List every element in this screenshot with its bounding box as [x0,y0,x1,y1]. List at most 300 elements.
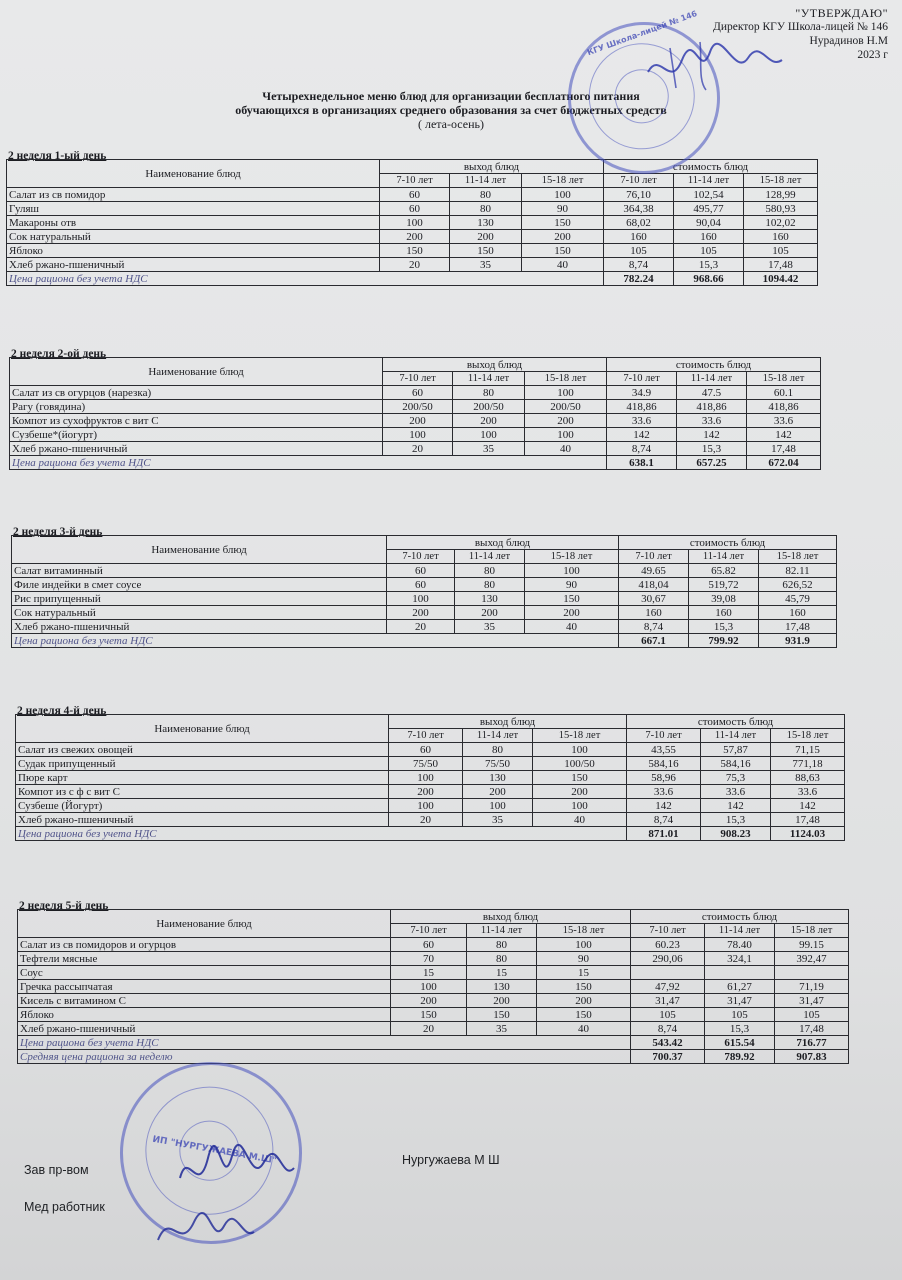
stamp-bottom-text: ИП "НУРГУЖАЕВА М.Ш" [151,1134,278,1167]
header-age: 15-18 лет [775,924,849,938]
output-cell: 200 [522,230,604,244]
header-dish-name: Наименование блюд [18,910,391,938]
header-age: 15-18 лет [522,174,604,188]
dish-name: Яблоко [18,1008,391,1022]
table-row [10,428,821,442]
header-age: 7-10 лет [380,174,450,188]
table-row [7,202,818,216]
header-age: 15-18 лет [744,174,818,188]
dish-name: Макароны отв [7,216,380,230]
cost-cell: 17,48 [759,620,837,634]
cost-cell: 160 [689,606,759,620]
header-age: 11-14 лет [677,372,747,386]
header-age: 7-10 лет [619,550,689,564]
dish-name: Рис припущенный [12,592,387,606]
day-label: 2 неделя 2-ой день [11,348,107,360]
dish-name: Сок натуральный [7,230,380,244]
total-cell: 931.9 [759,634,837,648]
output-cell: 35 [467,1022,537,1036]
table-row [7,244,818,258]
output-cell: 200 [525,414,607,428]
footer-name-1: Нургужаева М Ш [402,1153,500,1167]
approval-year: 2023 г [857,49,888,61]
approval-name: Нурадинов Н.М [809,35,888,47]
table-row [12,620,837,634]
cost-cell: 33.6 [607,414,677,428]
output-cell: 100 [533,799,627,813]
output-cell: 200/50 [525,400,607,414]
cost-cell: 580,93 [744,202,818,216]
output-cell: 40 [522,258,604,272]
output-cell: 80 [455,578,525,592]
cost-cell: 15,3 [674,258,744,272]
cost-cell: 33.6 [677,414,747,428]
table-row [18,980,849,994]
output-cell: 200 [450,230,522,244]
output-cell: 60 [387,578,455,592]
header-age: 11-14 лет [455,550,525,564]
table-row [16,771,845,785]
header-age: 7-10 лет [387,550,455,564]
header-output: выход блюд [387,536,619,550]
total-cell: 716.77 [775,1036,849,1050]
output-cell: 200 [391,994,467,1008]
cost-cell: 584,16 [627,757,701,771]
price-note: Цена рациона без учета НДС [10,456,607,470]
total-cell: 543.42 [631,1036,705,1050]
output-cell: 100 [391,980,467,994]
table-row [10,442,821,456]
cost-cell: 290,06 [631,952,705,966]
output-cell: 20 [380,258,450,272]
output-cell: 60 [389,743,463,757]
dish-name: Сок натуральный [12,606,387,620]
average-cell: 789.92 [705,1050,775,1064]
output-cell: 90 [525,578,619,592]
dish-name: Салат из св огурцов (нарезка) [10,386,383,400]
cost-cell: 626,52 [759,578,837,592]
total-cell: 672.04 [747,456,821,470]
cost-cell: 71,19 [775,980,849,994]
cost-cell: 76,10 [604,188,674,202]
dish-name: Кисель с витамином С [18,994,391,1008]
cost-cell: 75,3 [701,771,771,785]
output-cell: 150 [522,216,604,230]
header-age: 7-10 лет [383,372,453,386]
header-age: 11-14 лет [453,372,525,386]
cost-cell [631,966,705,980]
output-cell: 15 [537,966,631,980]
output-cell: 200/50 [453,400,525,414]
cost-cell: 105 [631,1008,705,1022]
output-cell: 80 [453,386,525,400]
output-cell: 100 [525,386,607,400]
output-cell: 100 [453,428,525,442]
menu-table [17,909,849,1064]
dish-name: Соус [18,966,391,980]
cost-cell: 584,16 [701,757,771,771]
day-label: 2 неделя 4-й день [17,705,107,717]
price-note: Цена рациона без учета НДС [7,272,604,286]
cost-cell: 142 [747,428,821,442]
total-cell: 1124.03 [771,827,845,841]
cost-cell: 771,18 [771,757,845,771]
header-cost: стоимость блюд [627,715,845,729]
output-cell: 15 [467,966,537,980]
cost-cell: 68,02 [604,216,674,230]
output-cell: 20 [391,1022,467,1036]
cost-cell: 33.6 [771,785,845,799]
dish-name: Пюре карт [16,771,389,785]
header-age: 11-14 лет [463,729,533,743]
header-age: 7-10 лет [607,372,677,386]
output-cell: 40 [525,442,607,456]
header-age: 15-18 лет [759,550,837,564]
total-cell: 667.1 [619,634,689,648]
output-cell: 200 [387,606,455,620]
output-cell: 150 [533,771,627,785]
output-cell: 100 [387,592,455,606]
cost-cell: 31,47 [705,994,775,1008]
cost-cell: 90,04 [674,216,744,230]
menu-table [9,357,821,470]
stamp-top-text: КГУ Школа-лицей № 146 [585,9,699,58]
cost-cell: 418,04 [619,578,689,592]
cost-cell: 105 [775,1008,849,1022]
output-cell: 100 [533,743,627,757]
cost-cell: 99.15 [775,938,849,952]
output-cell: 75/50 [389,757,463,771]
cost-cell: 88,63 [771,771,845,785]
output-cell: 80 [455,564,525,578]
header-age: 11-14 лет [701,729,771,743]
dish-name: Салат из св помидоров и огурцов [18,938,391,952]
header-cost: стоимость блюд [607,358,821,372]
dish-name: Хлеб ржано-пшеничный [16,813,389,827]
table-row [7,216,818,230]
output-cell: 60 [387,564,455,578]
output-cell: 60 [383,386,453,400]
table-row [12,592,837,606]
header-output: выход блюд [383,358,607,372]
header-age: 7-10 лет [389,729,463,743]
cost-cell: 160 [674,230,744,244]
header-output: выход блюд [391,910,631,924]
output-cell: 150 [525,592,619,606]
table-row [12,578,837,592]
cost-cell: 8,74 [631,1022,705,1036]
table-row [16,813,845,827]
output-cell: 60 [380,188,450,202]
table-row [10,414,821,428]
dish-name: Хлеб ржано-пшеничный [12,620,387,634]
dish-name: Салат из св помидор [7,188,380,202]
director-signature [640,30,790,100]
cost-cell: 43,55 [627,743,701,757]
output-cell: 40 [533,813,627,827]
header-dish-name: Наименование блюд [16,715,389,743]
output-cell: 100 [383,428,453,442]
header-age: 11-14 лет [467,924,537,938]
dish-name: Гречка рассыпчатая [18,980,391,994]
average-cell: 700.37 [631,1050,705,1064]
header-age: 7-10 лет [631,924,705,938]
cost-cell: 495,77 [674,202,744,216]
output-cell: 35 [450,258,522,272]
dish-name: Сузбеше*(йогурт) [10,428,383,442]
menu-table [11,535,837,648]
cost-cell: 392,47 [775,952,849,966]
header-age: 15-18 лет [537,924,631,938]
cost-cell: 418,86 [747,400,821,414]
output-cell: 90 [537,952,631,966]
cost-cell: 519,72 [689,578,759,592]
header-dish-name: Наименование блюд [7,160,380,188]
cost-cell: 45,79 [759,592,837,606]
approval-heading: "УТВЕРЖДАЮ" [795,6,888,20]
dish-name: Хлеб ржано-пшеничный [10,442,383,456]
cost-cell: 418,86 [677,400,747,414]
title-line-1: Четырехнедельное меню блюд для организации бесплатного питания [262,89,640,103]
cost-cell: 15,3 [677,442,747,456]
dish-name: Компот из сухофруктов с вит С [10,414,383,428]
output-cell: 80 [467,938,537,952]
output-cell: 35 [455,620,525,634]
table-row [18,1022,849,1036]
output-cell: 80 [450,202,522,216]
cost-cell: 142 [627,799,701,813]
cost-cell: 31,47 [631,994,705,1008]
cost-cell: 65.82 [689,564,759,578]
output-cell: 200 [383,414,453,428]
dish-name: Филе индейки в смет соусе [12,578,387,592]
cost-cell: 8,74 [604,258,674,272]
header-age: 11-14 лет [689,550,759,564]
output-cell: 130 [455,592,525,606]
header-age: 7-10 лет [627,729,701,743]
cost-cell: 142 [607,428,677,442]
header-output: выход блюд [380,160,604,174]
output-cell: 100 [380,216,450,230]
day-label: 2 неделя 5-й день [19,900,109,912]
price-note: Цена рациона без учета НДС [16,827,627,841]
cost-cell: 33.6 [627,785,701,799]
dish-name: Рагу (говядина) [10,400,383,414]
output-cell: 70 [391,952,467,966]
title-line-2: обучающихся в организациях среднего образования за счет бюджетных средств [235,103,667,117]
dish-name: Салат витаминный [12,564,387,578]
price-note: Цена рациона без учета НДС [12,634,619,648]
header-age: 15-18 лет [525,550,619,564]
cost-cell: 324,1 [705,952,775,966]
cost-cell: 105 [604,244,674,258]
output-cell: 35 [453,442,525,456]
cost-cell: 8,74 [619,620,689,634]
cost-cell: 49.65 [619,564,689,578]
table-row [10,386,821,400]
output-cell: 200 [463,785,533,799]
output-cell: 150 [467,1008,537,1022]
output-cell: 60 [380,202,450,216]
average-note: Средняя цена рациона за неделю [18,1050,631,1064]
output-cell: 100 [525,428,607,442]
cost-cell: 33.6 [701,785,771,799]
output-cell: 100 [522,188,604,202]
header-age: 15-18 лет [525,372,607,386]
cost-cell: 17,48 [747,442,821,456]
output-cell: 200 [525,606,619,620]
output-cell: 35 [463,813,533,827]
cost-cell: 105 [674,244,744,258]
output-cell: 130 [450,216,522,230]
table-row [12,606,837,620]
output-cell: 20 [389,813,463,827]
output-cell: 100 [463,799,533,813]
day-label: 2 неделя 3-й день [13,526,103,538]
menu-table [15,714,845,841]
output-cell: 90 [522,202,604,216]
output-cell: 200 [455,606,525,620]
dish-name: Салат из свежих овощей [16,743,389,757]
total-cell: 782.24 [604,272,674,286]
cost-cell: 160 [619,606,689,620]
dish-name: Сузбеше (Йогурт) [16,799,389,813]
header-cost: стоимость блюд [631,910,849,924]
header-age: 7-10 лет [604,174,674,188]
dish-name: Хлеб ржано-пшеничный [18,1022,391,1036]
cost-cell: 102,02 [744,216,818,230]
price-note: Цена рациона без учета НДС [18,1036,631,1050]
cost-cell: 160 [759,606,837,620]
cost-cell: 142 [771,799,845,813]
table-row [18,994,849,1008]
cost-cell: 61,27 [705,980,775,994]
output-cell: 40 [537,1022,631,1036]
cost-cell: 34.9 [607,386,677,400]
cost-cell: 160 [604,230,674,244]
average-cell: 907.83 [775,1050,849,1064]
output-cell: 15 [391,966,467,980]
output-cell: 40 [525,620,619,634]
output-cell: 200/50 [383,400,453,414]
total-cell: 615.54 [705,1036,775,1050]
output-cell: 200 [389,785,463,799]
cost-cell: 58,96 [627,771,701,785]
title-line-3: ( лета-осень) [417,117,484,131]
cost-cell: 142 [701,799,771,813]
cost-cell: 60.23 [631,938,705,952]
table-row [16,799,845,813]
dish-name: Гуляш [7,202,380,216]
output-cell: 80 [467,952,537,966]
output-cell: 100 [537,938,631,952]
manager-signature [170,1138,300,1208]
output-cell: 200 [453,414,525,428]
header-age: 15-18 лет [771,729,845,743]
cost-cell: 33.6 [747,414,821,428]
cost-cell: 128,99 [744,188,818,202]
output-cell: 80 [463,743,533,757]
cost-cell: 60.1 [747,386,821,400]
output-cell: 100 [389,799,463,813]
header-age: 7-10 лет [391,924,467,938]
cost-cell [705,966,775,980]
output-cell: 130 [463,771,533,785]
dish-name: Яблоко [7,244,380,258]
cost-cell: 31,47 [775,994,849,1008]
table-row [10,400,821,414]
dish-name: Тефтели мясные [18,952,391,966]
cost-cell: 17,48 [771,813,845,827]
table-row [7,258,818,272]
footer-role-2: Мед работник [24,1200,105,1214]
table-row [18,1008,849,1022]
output-cell: 200 [537,994,631,1008]
cost-cell [775,966,849,980]
table-row [12,564,837,578]
cost-cell: 30,67 [619,592,689,606]
cost-cell: 15,3 [705,1022,775,1036]
table-row [18,952,849,966]
cost-cell: 17,48 [775,1022,849,1036]
cost-cell: 57,87 [701,743,771,757]
table-row [18,938,849,952]
approval-position: Директор КГУ Школа-лицей № 146 [712,21,888,33]
output-cell: 150 [380,244,450,258]
output-cell: 150 [537,980,631,994]
cost-cell: 17,48 [744,258,818,272]
cost-cell: 102,54 [674,188,744,202]
cost-cell: 8,74 [607,442,677,456]
total-cell: 908.23 [701,827,771,841]
cost-cell: 39,08 [689,592,759,606]
total-cell: 871.01 [627,827,701,841]
output-cell: 75/50 [463,757,533,771]
cost-cell: 71,15 [771,743,845,757]
cost-cell: 105 [744,244,818,258]
table-row [16,785,845,799]
header-age: 11-14 лет [705,924,775,938]
output-cell: 200 [533,785,627,799]
total-cell: 657.25 [677,456,747,470]
cost-cell: 82.11 [759,564,837,578]
output-cell: 150 [522,244,604,258]
cost-cell: 105 [705,1008,775,1022]
cost-cell: 15,3 [701,813,771,827]
cost-cell: 418,86 [607,400,677,414]
output-cell: 200 [467,994,537,1008]
cost-cell: 47.5 [677,386,747,400]
header-age: 11-14 лет [674,174,744,188]
cost-cell: 364,38 [604,202,674,216]
cost-cell: 142 [677,428,747,442]
total-cell: 799.92 [689,634,759,648]
output-cell: 200 [380,230,450,244]
dish-name: Компот из с ф с вит С [16,785,389,799]
output-cell: 20 [387,620,455,634]
table-row [16,743,845,757]
cost-cell: 160 [744,230,818,244]
total-cell: 1094.42 [744,272,818,286]
header-dish-name: Наименование блюд [12,536,387,564]
cost-cell: 8,74 [627,813,701,827]
header-age: 11-14 лет [450,174,522,188]
cost-cell: 47,92 [631,980,705,994]
output-cell: 150 [391,1008,467,1022]
total-cell: 638.1 [607,456,677,470]
header-cost: стоимость блюд [619,536,837,550]
table-row [7,230,818,244]
